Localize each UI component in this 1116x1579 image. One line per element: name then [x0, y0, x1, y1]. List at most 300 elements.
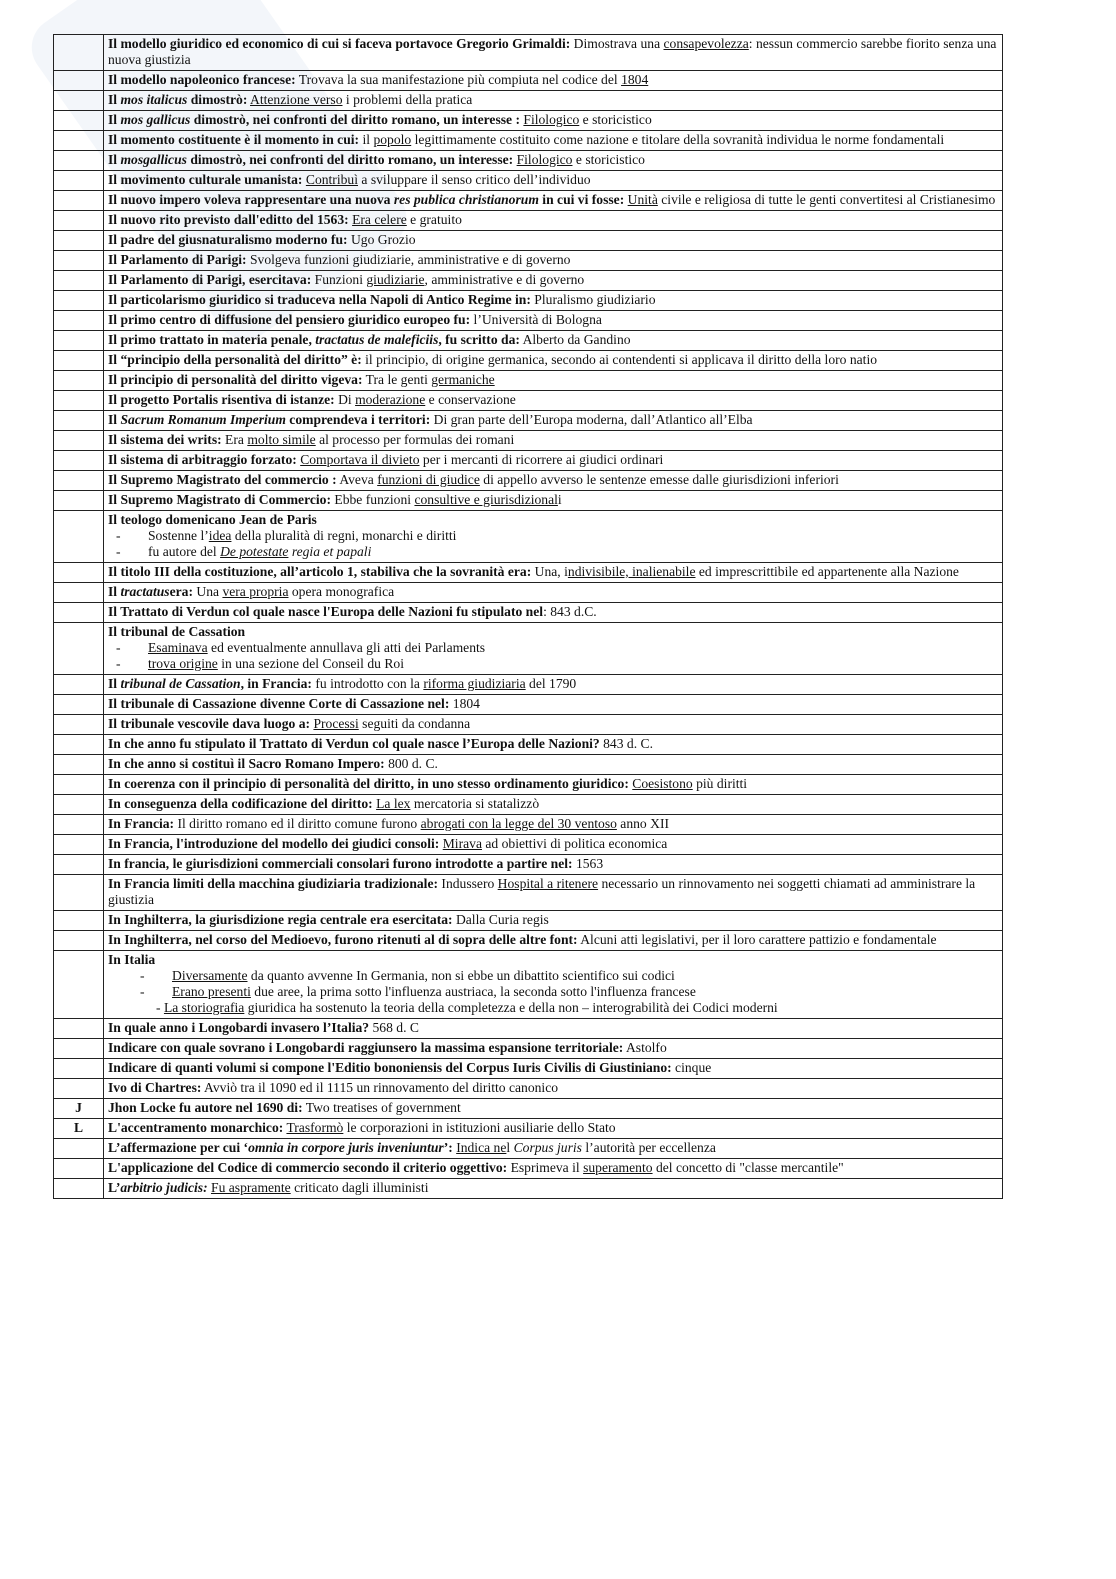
question-text: , in Francia:	[240, 676, 312, 691]
entry-line	[108, 132, 998, 148]
answer-text: Svolgeva funzioni giudiziarie, amministrative e di governo	[246, 252, 571, 267]
underlined-keyword: Attenzione verso	[250, 92, 343, 107]
entry-line	[108, 232, 998, 248]
index-letter	[54, 431, 104, 451]
entry-cell	[104, 1079, 1003, 1099]
entry-cell	[104, 931, 1003, 951]
bullet-item	[108, 640, 998, 656]
entry-cell	[104, 371, 1003, 391]
entry-line	[108, 312, 998, 328]
index-letter	[54, 171, 104, 191]
entry-line	[108, 584, 998, 600]
entry-line	[108, 272, 998, 288]
question-text: L’affermazione per cui ‘	[108, 1140, 249, 1155]
answer-text: Avviò tra il 1090 ed il 1115 un rinnovamento del diritto canonico	[201, 1080, 559, 1095]
index-letter	[54, 491, 104, 511]
bullet-item	[108, 656, 998, 672]
answer-text: l’autorità per eccellenza	[581, 1140, 716, 1155]
answer-text: Alcuni atti legislativi, per il loro carattere pattizio e fondamentale	[577, 932, 937, 947]
answer-text: e storicistico	[579, 112, 652, 127]
entry-line	[108, 1020, 998, 1036]
answer-text: ed eventualmente annullava gli atti dei Parlaments	[207, 640, 486, 655]
index-letter	[54, 1059, 104, 1079]
table-row	[54, 35, 1003, 71]
entry-line	[108, 736, 998, 752]
index-letter	[54, 603, 104, 623]
entry-cell	[104, 391, 1003, 411]
underlined-keyword: La lex	[376, 796, 411, 811]
index-letter	[54, 411, 104, 431]
table-row	[54, 231, 1003, 251]
question-text: Il tribunale vescovile dava luogo a:	[108, 716, 311, 731]
question-text: dimostrò, nei confronti del diritto romano, un interesse:	[186, 152, 514, 167]
table-row	[54, 251, 1003, 271]
question-text: dimostrò:	[187, 92, 248, 107]
index-letter	[54, 755, 104, 775]
table-row	[54, 131, 1003, 151]
index-letter	[54, 271, 104, 291]
entry-cell	[104, 951, 1003, 1019]
question-text: dimostrò, nei confronti del diritto romano, un interesse :	[190, 112, 520, 127]
answer-text: Indussero	[438, 876, 498, 891]
glossary-table-body	[54, 35, 1003, 1199]
index-letter	[54, 311, 104, 331]
answer-text: più diritti	[692, 776, 748, 791]
entry-cell	[104, 735, 1003, 755]
table-row	[54, 331, 1003, 351]
extra-line	[108, 1000, 998, 1016]
table-row	[54, 1019, 1003, 1039]
bullet-item	[108, 544, 998, 560]
answer-text: anno XII	[616, 816, 669, 831]
index-letter	[54, 1039, 104, 1059]
table-row	[54, 311, 1003, 331]
entry-line	[108, 836, 998, 852]
entry-cell	[104, 715, 1003, 735]
index-letter	[54, 1139, 104, 1159]
entry-line	[108, 856, 998, 872]
answer-text: Di gran parte dell’Europa moderna, dall’Atlantico all’Elba	[430, 412, 753, 427]
question-text: In Francia:	[108, 816, 175, 831]
question-text: Il	[108, 676, 121, 691]
underlined-keyword: popolo	[373, 132, 412, 147]
entry-cell	[104, 695, 1003, 715]
underlined-keyword: funzioni di giudice	[377, 472, 480, 487]
question-text: Il Supremo Magistrato di Commercio:	[108, 492, 332, 507]
table-row	[54, 931, 1003, 951]
answer-text: Ebbe funzioni	[331, 492, 415, 507]
question-text: Jhon Locke fu autore nel 1690 di:	[108, 1100, 303, 1115]
table-row	[54, 191, 1003, 211]
question-text: In Francia, l'introduzione del modello dei giudici consoli:	[108, 836, 440, 851]
underlined-keyword: Contribuì	[305, 172, 358, 187]
table-row	[54, 451, 1003, 471]
entry-cell	[104, 835, 1003, 855]
answer-text: Di	[334, 392, 356, 407]
table-row	[54, 1119, 1003, 1139]
question-text: mosgallicus	[120, 152, 187, 167]
table-row	[54, 755, 1003, 775]
answer-text: e conservazione	[425, 392, 516, 407]
entry-cell	[104, 131, 1003, 151]
answer-text: Alberto da Gandino	[519, 332, 631, 347]
answer-text: Two treatises of government	[302, 1100, 461, 1115]
answer-text: ed imprescrittibile ed appartenente alla Nazione	[695, 564, 959, 579]
entry-cell	[104, 1059, 1003, 1079]
underlined-keyword: De potestate	[220, 544, 289, 559]
entry-line	[108, 776, 998, 792]
underlined-keyword: Comportava il divieto	[300, 452, 420, 467]
question-text: Il Parlamento di Parigi, esercitava:	[108, 272, 312, 287]
answer-text: 568 d. C	[369, 1020, 419, 1035]
entry-cell	[104, 1039, 1003, 1059]
question-text: Il Trattato di Verdun col quale nasce l'Europa delle Nazioni fu stipulato nel	[108, 604, 544, 619]
question-text: era:	[169, 584, 193, 599]
answer-text: Tra le genti	[362, 372, 432, 387]
answer-text: giuridica ha sostenuto la teoria della completezza e della non – interograbilità dei Codici moderni	[244, 1000, 778, 1015]
answer-text: : 843 d.C.	[543, 604, 597, 619]
index-letter	[54, 815, 104, 835]
index-letter	[54, 855, 104, 875]
answer-text: -	[156, 1000, 164, 1015]
entry-line	[108, 452, 998, 468]
table-row	[54, 71, 1003, 91]
entry-line	[108, 716, 998, 732]
question-text: In francia, le giurisdizioni commerciali consolari furono introdotte a partire nel:	[108, 856, 573, 871]
answer-text: Pluralismo giudiziario	[530, 292, 656, 307]
entry-cell	[104, 251, 1003, 271]
entry-line	[108, 72, 998, 88]
index-letter	[54, 511, 104, 563]
entry-line	[108, 432, 998, 448]
table-row	[54, 491, 1003, 511]
table-row	[54, 1079, 1003, 1099]
table-row	[54, 775, 1003, 795]
entry-line	[108, 952, 998, 968]
question-text: Il tribunal de Cassation	[108, 624, 246, 639]
table-row	[54, 815, 1003, 835]
bullet-item	[108, 968, 998, 984]
entry-line	[108, 1080, 998, 1096]
index-letter	[54, 391, 104, 411]
entry-cell	[104, 331, 1003, 351]
question-text: tractatus de maleficiis	[315, 332, 439, 347]
answer-text: ad obiettivi di politica economica	[481, 836, 668, 851]
answer-text: Trovava la sua manifestazione più compiuta nel codice del	[295, 72, 622, 87]
table-row	[54, 411, 1003, 431]
bullet-list	[108, 640, 998, 672]
underlined-keyword: Filologico	[523, 112, 580, 127]
table-row	[54, 391, 1003, 411]
entry-cell	[104, 151, 1003, 171]
table-row	[54, 1139, 1003, 1159]
answer-text: mercatoria si statalizzò	[410, 796, 540, 811]
bullet-item	[108, 528, 998, 544]
question-text: Il primo centro di diffusione del pensiero giuridico europeo fu:	[108, 312, 471, 327]
entry-cell	[104, 795, 1003, 815]
index-letter	[54, 1179, 104, 1199]
answer-text: del concetto di "classe mercantile"	[652, 1160, 844, 1175]
index-letter	[54, 835, 104, 855]
question-text: L'accentramento monarchico:	[108, 1120, 284, 1135]
table-row	[54, 371, 1003, 391]
entry-line	[108, 92, 998, 108]
answer-text: cinque	[671, 1060, 712, 1075]
entry-line	[108, 604, 998, 620]
question-text: res publica christianorum	[393, 192, 539, 207]
question-text: In Inghilterra, la giurisdizione regia centrale era esercitata:	[108, 912, 453, 927]
underlined-keyword: Processi	[313, 716, 359, 731]
table-row	[54, 511, 1003, 563]
question-text: Il modello giuridico ed economico di cui si faceva portavoce Gregorio Grimaldi:	[108, 36, 571, 51]
entry-cell	[104, 875, 1003, 911]
glossary-page	[53, 34, 1003, 1199]
table-row	[54, 151, 1003, 171]
question-text: Il progetto Portalis risentiva di istanze:	[108, 392, 335, 407]
entry-line	[108, 1120, 998, 1136]
entry-cell	[104, 675, 1003, 695]
underlined-keyword: Mirava	[442, 836, 482, 851]
table-row	[54, 875, 1003, 911]
entry-cell	[104, 1179, 1003, 1199]
entry-line	[108, 472, 998, 488]
index-letter	[54, 875, 104, 911]
underlined-keyword: abrogati con la legge del 30 ventoso	[420, 816, 617, 831]
entry-line	[108, 352, 998, 368]
table-row	[54, 911, 1003, 931]
index-letter	[54, 675, 104, 695]
index-letter	[54, 1159, 104, 1179]
entry-line	[108, 412, 998, 428]
answer-text: il principio, di origine germanica, secondo ai contendenti si applicava il diritto della loro natio	[361, 352, 878, 367]
underlined-keyword: Trasformò	[286, 1120, 344, 1135]
index-letter	[54, 931, 104, 951]
index-letter: L	[54, 1119, 104, 1139]
answer-text: per i mercanti di ricorrere ai giudici ordinari	[419, 452, 664, 467]
entry-line	[108, 292, 998, 308]
question-text: Il Supremo Magistrato del commercio :	[108, 472, 337, 487]
table-row	[54, 431, 1003, 451]
bullet-list	[108, 968, 998, 1000]
entry-line	[108, 152, 998, 168]
entry-line	[108, 36, 998, 68]
entry-cell	[104, 171, 1003, 191]
answer-text: Ugo Grozio	[347, 232, 416, 247]
underlined-keyword: superamento	[583, 1160, 653, 1175]
entry-line	[108, 392, 998, 408]
entry-cell	[104, 211, 1003, 231]
entry-cell	[104, 191, 1003, 211]
question-text: Il	[108, 412, 121, 427]
underlined-keyword: La storiografia	[163, 1000, 245, 1015]
table-row	[54, 695, 1003, 715]
index-letter	[54, 351, 104, 371]
entry-cell	[104, 623, 1003, 675]
question-text: Indicare con quale sovrano i Longobardi raggiunsero la massima espansione territoriale:	[108, 1040, 624, 1055]
index-letter	[54, 563, 104, 583]
bullet-item	[108, 984, 998, 1000]
table-row	[54, 855, 1003, 875]
question-text: Ivo di Chartres:	[108, 1080, 202, 1095]
index-letter	[54, 211, 104, 231]
question-text: Il tribunale di Cassazione divenne Corte di Cassazione nel:	[108, 696, 450, 711]
question-text: Il teologo domenicano Jean de Paris	[108, 512, 317, 527]
question-text: Il nuovo rito previsto dall'editto del 1563:	[108, 212, 349, 227]
entry-cell	[104, 231, 1003, 251]
entry-line	[108, 252, 998, 268]
entry-cell	[104, 1019, 1003, 1039]
table-row	[54, 171, 1003, 191]
question-text: L’	[108, 1180, 121, 1195]
entry-line	[108, 876, 998, 908]
entry-cell	[104, 563, 1003, 583]
answer-text: di appello avverso le sentenze emesse dalle giurisdizioni inferiori	[479, 472, 839, 487]
table-row	[54, 675, 1003, 695]
question-text: Il particolarismo giuridico si traduceva nella Napoli di Antico Regime in:	[108, 292, 531, 307]
entry-line	[108, 796, 998, 812]
entry-cell	[104, 271, 1003, 291]
underlined-keyword: idea	[208, 528, 232, 543]
table-row	[54, 563, 1003, 583]
underlined-keyword: molto simile	[247, 432, 316, 447]
question-text: , fu scritto da:	[438, 332, 520, 347]
index-letter	[54, 191, 104, 211]
entry-line	[108, 1140, 998, 1156]
index-letter	[54, 35, 104, 71]
question-text: Il	[108, 92, 121, 107]
index-letter	[54, 911, 104, 931]
entry-line	[108, 756, 998, 772]
entry-cell	[104, 431, 1003, 451]
answer-text: necessario un rinnovamento nei soggetti chiamati ad amministrare la giustizia	[108, 876, 976, 907]
index-letter	[54, 91, 104, 111]
entry-cell	[104, 1139, 1003, 1159]
index-letter	[54, 371, 104, 391]
index-letter	[54, 951, 104, 1019]
answer-text: Una	[192, 584, 223, 599]
entry-line	[108, 172, 998, 188]
table-row	[54, 795, 1003, 815]
question-text: tractatus	[120, 584, 170, 599]
answer-text: da quanto avvenne In Germania, non si ebbe un dibattito scientifico sui codici	[247, 968, 675, 983]
entry-cell	[104, 911, 1003, 931]
entry-cell	[104, 451, 1003, 471]
answer-text: 1563	[572, 856, 604, 871]
entry-cell	[104, 603, 1003, 623]
answer-text: Sostenne l’	[148, 528, 209, 543]
entry-cell	[104, 35, 1003, 71]
underlined-keyword: trova origine	[148, 656, 218, 671]
entry-line	[108, 212, 998, 228]
answer-text: della pluralità di regni, monarchi e diritti	[231, 528, 457, 543]
table-row	[54, 1099, 1003, 1119]
question-text: Il sistema di arbitraggio forzato:	[108, 452, 297, 467]
answer-text: Astolfo	[623, 1040, 667, 1055]
index-letter	[54, 151, 104, 171]
entry-cell	[104, 71, 1003, 91]
table-row	[54, 91, 1003, 111]
entry-line	[108, 1040, 998, 1056]
question-text: Sacrum Romanum Imperium	[120, 412, 286, 427]
entry-cell	[104, 111, 1003, 131]
glossary-table	[53, 34, 1003, 1199]
index-letter	[54, 451, 104, 471]
question-text: mos gallicus	[120, 112, 191, 127]
index-letter	[54, 331, 104, 351]
answer-text: al processo per formulas dei romani	[315, 432, 515, 447]
table-row	[54, 1159, 1003, 1179]
answer-text: criticato dagli illuministi	[290, 1180, 429, 1195]
table-row	[54, 471, 1003, 491]
underlined-keyword: Indica ne	[456, 1140, 507, 1155]
answer-text: civile e religiosa di tutte le genti convertitesi al Cristianesimo	[657, 192, 996, 207]
underlined-keyword: Esaminava	[148, 640, 208, 655]
entry-line	[108, 372, 998, 388]
answer-text: : nessun commercio sarebbe fiorito senza una nuova giustizia	[108, 36, 997, 67]
underlined-keyword: ndivisibile, inalienabile	[567, 564, 696, 579]
question-text: In che anno si costituì il Sacro Romano Impero:	[108, 756, 385, 771]
question-text: In Inghilterra, nel corso del Medioevo, furono ritenuti al di sopra delle altre font:	[108, 932, 578, 947]
table-row	[54, 735, 1003, 755]
index-letter	[54, 583, 104, 603]
answer-text: legittimamente costituito come nazione e titolare della sovranità individua le norme fondamentali	[411, 132, 945, 147]
question-text: Il momento costituente è il momento in cui:	[108, 132, 360, 147]
answer-text: 1804	[449, 696, 480, 711]
table-row	[54, 951, 1003, 1019]
index-letter	[54, 111, 104, 131]
question-text: Il padre del giusnaturalismo moderno fu:	[108, 232, 348, 247]
index-letter	[54, 291, 104, 311]
question-text: Il sistema dei writs:	[108, 432, 222, 447]
underlined-keyword: consultive e giurisdizional	[414, 492, 558, 507]
entry-cell	[104, 291, 1003, 311]
table-row	[54, 211, 1003, 231]
answer-text: l’Università di Bologna	[470, 312, 602, 327]
table-row	[54, 271, 1003, 291]
entry-line	[108, 192, 998, 208]
entry-line	[108, 912, 998, 928]
question-text: In coerenza con il principio di personalità del diritto, in uno stesso ordinamento giuridico:	[108, 776, 629, 791]
answer-text: seguiti da condanna	[358, 716, 471, 731]
question-text: Il nuovo impero voleva rappresentare una nuova	[108, 192, 394, 207]
question-text: ’:	[443, 1140, 453, 1155]
underlined-keyword: Filologico	[516, 152, 573, 167]
answer-text: l	[506, 1140, 514, 1155]
entry-cell	[104, 1099, 1003, 1119]
question-text: Il Parlamento di Parigi:	[108, 252, 247, 267]
answer-text: 843 d. C.	[599, 736, 653, 751]
underlined-keyword: Fu aspramente	[211, 1180, 291, 1195]
underlined-keyword: giudiziarie	[366, 272, 425, 287]
underlined-keyword: Hospital a ritenere	[497, 876, 599, 891]
question-text: omnia in corpore juris inveniuntur	[248, 1140, 444, 1155]
question-text: Il	[108, 584, 121, 599]
entry-line	[108, 564, 998, 580]
bullet-list	[108, 528, 998, 560]
entry-cell	[104, 775, 1003, 795]
table-row	[54, 603, 1003, 623]
answer-text: in una sezione del Conseil du Roi	[217, 656, 404, 671]
answer-text: e storicistico	[572, 152, 645, 167]
index-letter	[54, 795, 104, 815]
answer-text: 800 d. C.	[384, 756, 438, 771]
question-text: Indicare di quanti volumi si compone l'Editio bononiensis del Corpus Iuris Civilis di Giustiniano:	[108, 1060, 672, 1075]
question-text: Il primo trattato in materia penale,	[108, 332, 316, 347]
entry-cell	[104, 855, 1003, 875]
entry-line	[108, 816, 998, 832]
table-row	[54, 1059, 1003, 1079]
entry-line	[108, 1180, 998, 1196]
